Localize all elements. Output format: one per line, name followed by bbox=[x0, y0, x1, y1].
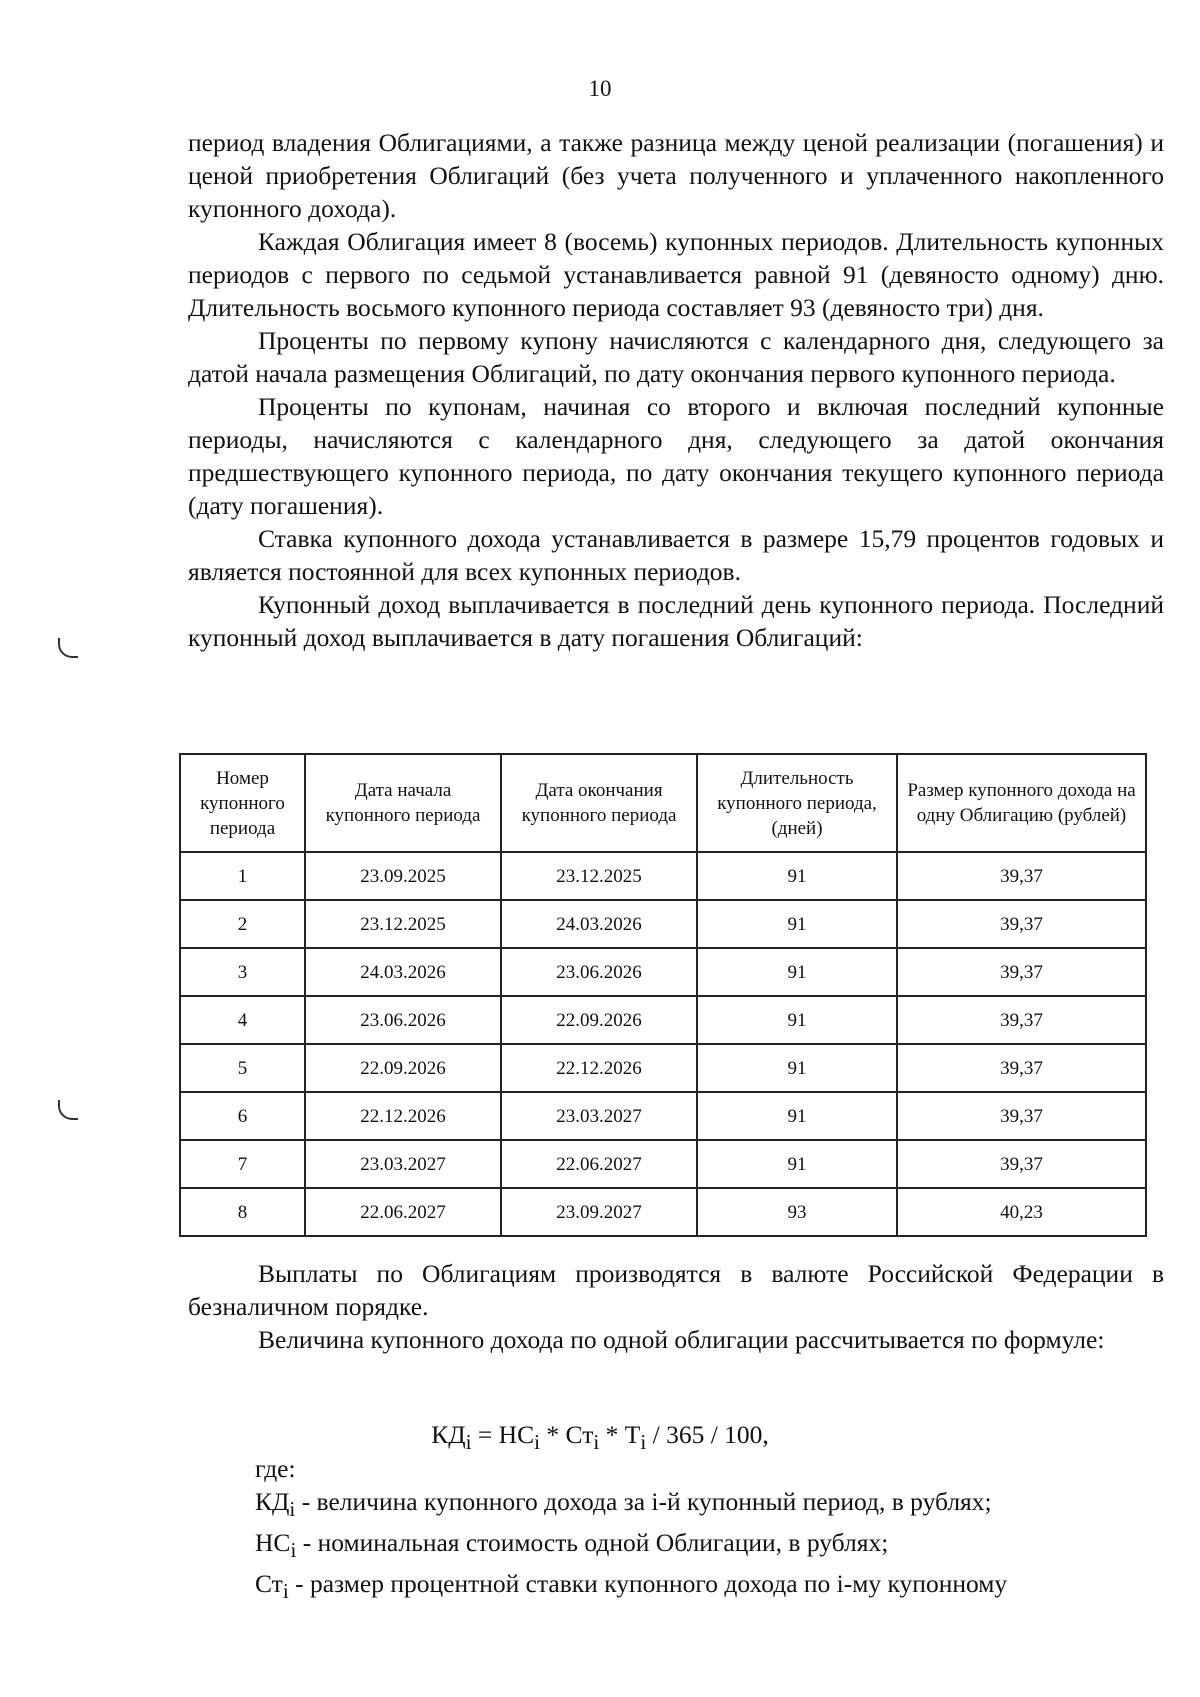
cell-start-date: 23.03.2027 bbox=[305, 1140, 501, 1188]
coupon-schedule-table bbox=[179, 753, 1147, 1237]
formula-mul: * bbox=[540, 1420, 566, 1449]
cell-start-date: 23.09.2025 bbox=[305, 852, 501, 900]
cell-amount: 39,37 bbox=[897, 1140, 1146, 1188]
page-number: 10 bbox=[588, 76, 612, 101]
cell-period: 7 bbox=[180, 1140, 305, 1188]
table-row bbox=[180, 948, 1146, 996]
cell-start-date: 22.09.2026 bbox=[305, 1044, 501, 1092]
legend-kd-text: - величина купонного дохода за i-й купонный период, в рублях; bbox=[295, 1487, 992, 1516]
header-duration: Длительность купонного периода, (дней) bbox=[697, 754, 897, 852]
formula-sub: i bbox=[593, 1430, 600, 1455]
cell-duration: 91 bbox=[697, 852, 897, 900]
cell-end-date: 22.09.2026 bbox=[501, 996, 697, 1044]
formula-sub: i bbox=[465, 1430, 472, 1455]
table-row bbox=[180, 1044, 1146, 1092]
cell-period: 4 bbox=[180, 996, 305, 1044]
cell-end-date: 22.12.2026 bbox=[501, 1044, 697, 1092]
cell-start-date: 23.12.2025 bbox=[305, 900, 501, 948]
table-row bbox=[180, 1188, 1146, 1236]
legend-sub: i bbox=[289, 1497, 296, 1522]
legend-nc-text: - номинальная стоимость одной Облигации, в рублях; bbox=[296, 1528, 889, 1558]
formula-legend bbox=[255, 1452, 1164, 1608]
paragraph-2: Каждая Облигация имеет 8 (восемь) купонных периодов. Длительность купонных периодов с первого по седьмой устанавливается равной 91 (девяносто одному) дню. Длительность восьмого купонного периода составляет 93 (девяносто три) дня. bbox=[188, 227, 1164, 322]
formula-tail: / 365 / 100, bbox=[646, 1420, 769, 1449]
table-row bbox=[180, 852, 1146, 900]
cell-start-date: 22.06.2027 bbox=[305, 1188, 501, 1236]
header-period-number: Номер купонного периода bbox=[180, 754, 305, 852]
cell-end-date: 24.03.2026 bbox=[501, 900, 697, 948]
cell-period: 3 bbox=[180, 948, 305, 996]
paragraph-5: Ставка купонного дохода устанавливается в размере 15,79 процентов годовых и является постоянной для всех купонных периодов. bbox=[188, 524, 1164, 586]
table-row bbox=[180, 1092, 1146, 1140]
coupon-formula bbox=[0, 1420, 1200, 1455]
cell-end-date: 23.09.2027 bbox=[501, 1188, 697, 1236]
cell-amount: 40,23 bbox=[897, 1188, 1146, 1236]
cell-end-date: 23.06.2026 bbox=[501, 948, 697, 996]
legend-nc bbox=[255, 1526, 1164, 1567]
cell-amount: 39,37 bbox=[897, 1092, 1146, 1140]
cell-amount: 39,37 bbox=[897, 852, 1146, 900]
legend-nc-symbol: НС bbox=[255, 1528, 291, 1558]
table-row bbox=[180, 996, 1146, 1044]
formula-kd: КД bbox=[431, 1420, 466, 1449]
table-row bbox=[180, 900, 1146, 948]
cell-duration: 91 bbox=[697, 1140, 897, 1188]
header-start-date: Дата начала купонного периода bbox=[305, 754, 501, 852]
cell-period: 2 bbox=[180, 900, 305, 948]
header-end-date: Дата окончания купонного периода bbox=[501, 754, 697, 852]
paragraph-8: Величина купонного дохода по одной облигации рассчитывается по формуле: bbox=[258, 1325, 1105, 1354]
cell-period: 8 bbox=[180, 1188, 305, 1236]
formula-mul: * bbox=[599, 1420, 625, 1449]
cell-start-date: 23.06.2026 bbox=[305, 996, 501, 1044]
legend-ct bbox=[255, 1567, 1164, 1608]
cell-period: 1 bbox=[180, 852, 305, 900]
cell-end-date: 22.06.2027 bbox=[501, 1140, 697, 1188]
cell-duration: 91 bbox=[697, 996, 897, 1044]
cell-amount: 39,37 bbox=[897, 996, 1146, 1044]
cell-amount: 39,37 bbox=[897, 1044, 1146, 1092]
table-row bbox=[180, 1140, 1146, 1188]
paragraph-4: Проценты по купонам, начиная со второго и включая последний купонные периоды, начисляются с календарного дня, следующего за датой окончания предшествующего купонного периода, по дату окончания текущего купонного периода (дату погашения). bbox=[188, 392, 1164, 520]
header-coupon-amount: Размер купонного дохода на одну Облигацию (рублей) bbox=[897, 754, 1146, 852]
cell-duration: 91 bbox=[697, 948, 897, 996]
legend-where: где: bbox=[255, 1454, 296, 1483]
cell-duration: 91 bbox=[697, 1092, 897, 1140]
binder-hole-mark bbox=[58, 1100, 78, 1120]
paragraph-1: период владения Облигациями, а также разница между ценой реализации (погашения) и ценой приобретения Облигаций (без учета полученного и уплаченного накопленного купонного дохода). bbox=[188, 128, 1164, 223]
cell-end-date: 23.12.2025 bbox=[501, 852, 697, 900]
binder-hole-mark bbox=[58, 638, 78, 658]
paragraph-3: Проценты по первому купону начисляются с календарного дня, следующего за датой начала размещения Облигаций, по дату окончания первого купонного периода. bbox=[188, 326, 1164, 388]
legend-ct-symbol: Ст bbox=[255, 1569, 283, 1599]
body-text-top bbox=[188, 126, 1164, 654]
cell-amount: 39,37 bbox=[897, 900, 1146, 948]
body-text-bottom bbox=[188, 1257, 1164, 1356]
legend-kd bbox=[255, 1485, 1164, 1526]
legend-kd-symbol: КД bbox=[255, 1487, 290, 1516]
cell-start-date: 24.03.2026 bbox=[305, 948, 501, 996]
table-header-row bbox=[180, 754, 1146, 852]
formula-eq: = bbox=[471, 1420, 499, 1449]
cell-period: 5 bbox=[180, 1044, 305, 1092]
cell-duration: 91 bbox=[697, 1044, 897, 1092]
cell-duration: 93 bbox=[697, 1188, 897, 1236]
legend-sub: i bbox=[282, 1579, 289, 1604]
formula-ct: Ст bbox=[565, 1420, 594, 1449]
formula-sub: i bbox=[534, 1430, 541, 1455]
formula-nc: НС bbox=[498, 1420, 535, 1449]
formula-t: Т bbox=[624, 1420, 641, 1449]
legend-ct-text: - размер процентной ставки купонного дохода по i-му купонному bbox=[288, 1569, 1008, 1599]
cell-start-date: 22.12.2026 bbox=[305, 1092, 501, 1140]
cell-end-date: 23.03.2027 bbox=[501, 1092, 697, 1140]
cell-period: 6 bbox=[180, 1092, 305, 1140]
cell-amount: 39,37 bbox=[897, 948, 1146, 996]
cell-duration: 91 bbox=[697, 900, 897, 948]
legend-sub: i bbox=[290, 1538, 297, 1563]
paragraph-7: Выплаты по Облигациям производятся в валюте Российской Федерации в безналичном порядке. bbox=[188, 1259, 1164, 1321]
paragraph-6: Купонный доход выплачивается в последний день купонного периода. Последний купонный доход выплачивается в дату погашения Облигаций: bbox=[188, 590, 1164, 652]
formula-sub: i bbox=[640, 1430, 647, 1455]
